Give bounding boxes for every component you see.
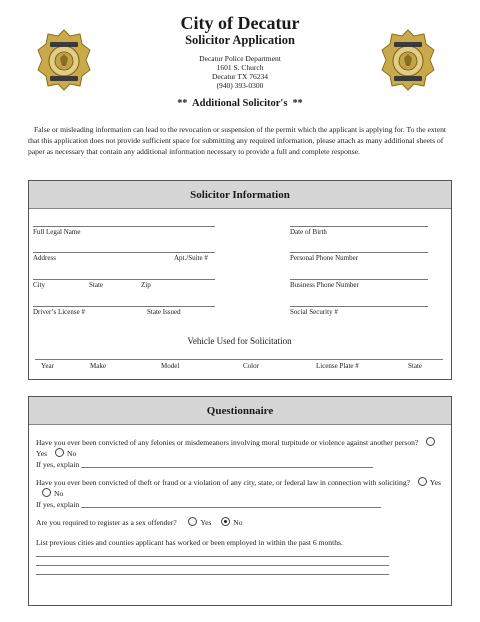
prior-cities-line-1[interactable] <box>36 556 389 557</box>
address-label: Address <box>33 254 56 262</box>
q3-yes-radio[interactable] <box>188 517 197 526</box>
full-name-label: Full Legal Name <box>33 228 81 236</box>
q3-no-label: No <box>233 518 243 527</box>
prior-cities-line-3[interactable] <box>36 574 389 575</box>
additional-solicitors-heading <box>0 98 480 109</box>
page-title: City of Decatur <box>180 13 300 33</box>
ssn-label: Social Security # <box>290 308 338 316</box>
vehicle-col-model: Model <box>161 362 180 370</box>
vehicle-col-plate: License Plate # <box>316 362 359 370</box>
q1-yes-label: Yes <box>36 449 48 458</box>
q2-yes-label: Yes <box>429 478 441 487</box>
prior-cities-line-2[interactable] <box>36 565 389 566</box>
q1-explain-label: If yes, explain <box>36 460 80 469</box>
city-label: City <box>33 281 46 289</box>
dob-field[interactable] <box>290 226 428 227</box>
personal-phone-label: Personal Phone Number <box>290 254 359 262</box>
q2-yes-radio[interactable] <box>418 477 427 486</box>
additional-solicitors-label: Additional Solicitor's <box>192 98 288 109</box>
question-1 <box>36 437 446 470</box>
question-3-text: Are you required to register as a sex offender? <box>36 518 177 527</box>
solicitor-info-heading: Solicitor Information <box>29 181 451 209</box>
vehicle-heading: Vehicle Used for Solicitation <box>187 336 292 346</box>
zip-label: Zip <box>141 281 151 289</box>
page-subtitle: Solicitor Application <box>185 33 295 47</box>
question-4-text: List previous cities and counties applicant has worked or been employed in within the past 6 months. <box>36 538 343 547</box>
q2-explain-label: If yes, explain <box>36 500 80 509</box>
question-3 <box>36 517 446 528</box>
address-field[interactable] <box>33 252 215 253</box>
q1-explain-field[interactable] <box>81 460 373 468</box>
q1-no-label: No <box>66 449 77 458</box>
question-2-text: Have you ever been convicted of theft or fraud or a violation of any city, state, or federal law in connection with soliciting? <box>36 478 410 487</box>
solicitor-info-section <box>28 180 452 380</box>
drivers-license-label: Driver’s License # <box>33 308 85 316</box>
vehicle-col-state: State <box>408 362 422 370</box>
questionnaire-section <box>28 396 452 606</box>
question-1-text: Have you ever been convicted of any felonies or misdemeanors involving moral turpitude or violence against another person? <box>36 438 419 447</box>
vehicle-col-make: Make <box>90 362 106 370</box>
q1-no-radio[interactable] <box>55 448 64 457</box>
q1-yes-radio[interactable] <box>426 437 435 446</box>
department-street: 1601 S. Church <box>216 63 264 72</box>
questionnaire-heading: Questionnaire <box>29 397 451 425</box>
business-phone-label: Business Phone Number <box>290 281 359 289</box>
q2-no-radio[interactable] <box>42 488 51 497</box>
state-issued-label: State Issued <box>147 308 181 316</box>
vehicle-col-year: Year <box>41 362 54 370</box>
ssn-field[interactable] <box>290 306 428 307</box>
department-phone: (940) 393-0300 <box>216 81 264 90</box>
personal-phone-field[interactable] <box>290 252 428 253</box>
city-state-zip-field[interactable] <box>33 279 215 280</box>
business-phone-field[interactable] <box>290 279 428 280</box>
apt-label: Apt./Suite # <box>174 254 208 262</box>
state-label: State <box>89 281 103 289</box>
vehicle-field[interactable] <box>35 359 443 360</box>
department-name: Decatur Police Department <box>199 54 281 63</box>
q3-no-radio[interactable] <box>221 517 230 526</box>
question-4 <box>36 537 446 548</box>
q2-explain-field[interactable] <box>81 500 381 508</box>
dob-label: Date of Birth <box>290 228 327 236</box>
q2-no-label: No <box>54 489 64 498</box>
full-name-field[interactable] <box>33 226 215 227</box>
question-2 <box>36 477 446 510</box>
vehicle-col-color: Color <box>243 362 259 370</box>
intro-paragraph: False or misleading information can lead to the revocation or suspension of the permit which the applicant is applying for. To the extent that this application does not provide sufficient space for submitting any required information, please attach as many additional sheets of paper as necessary that contain any additional information necessary to provide a full and complete response. <box>28 125 447 157</box>
department-city: Decatur TX 76234 <box>211 72 269 81</box>
drivers-license-field[interactable] <box>33 306 215 307</box>
stars-right: ** <box>292 98 303 109</box>
stars-left: ** <box>177 98 188 109</box>
q3-yes-label: Yes <box>200 518 212 527</box>
